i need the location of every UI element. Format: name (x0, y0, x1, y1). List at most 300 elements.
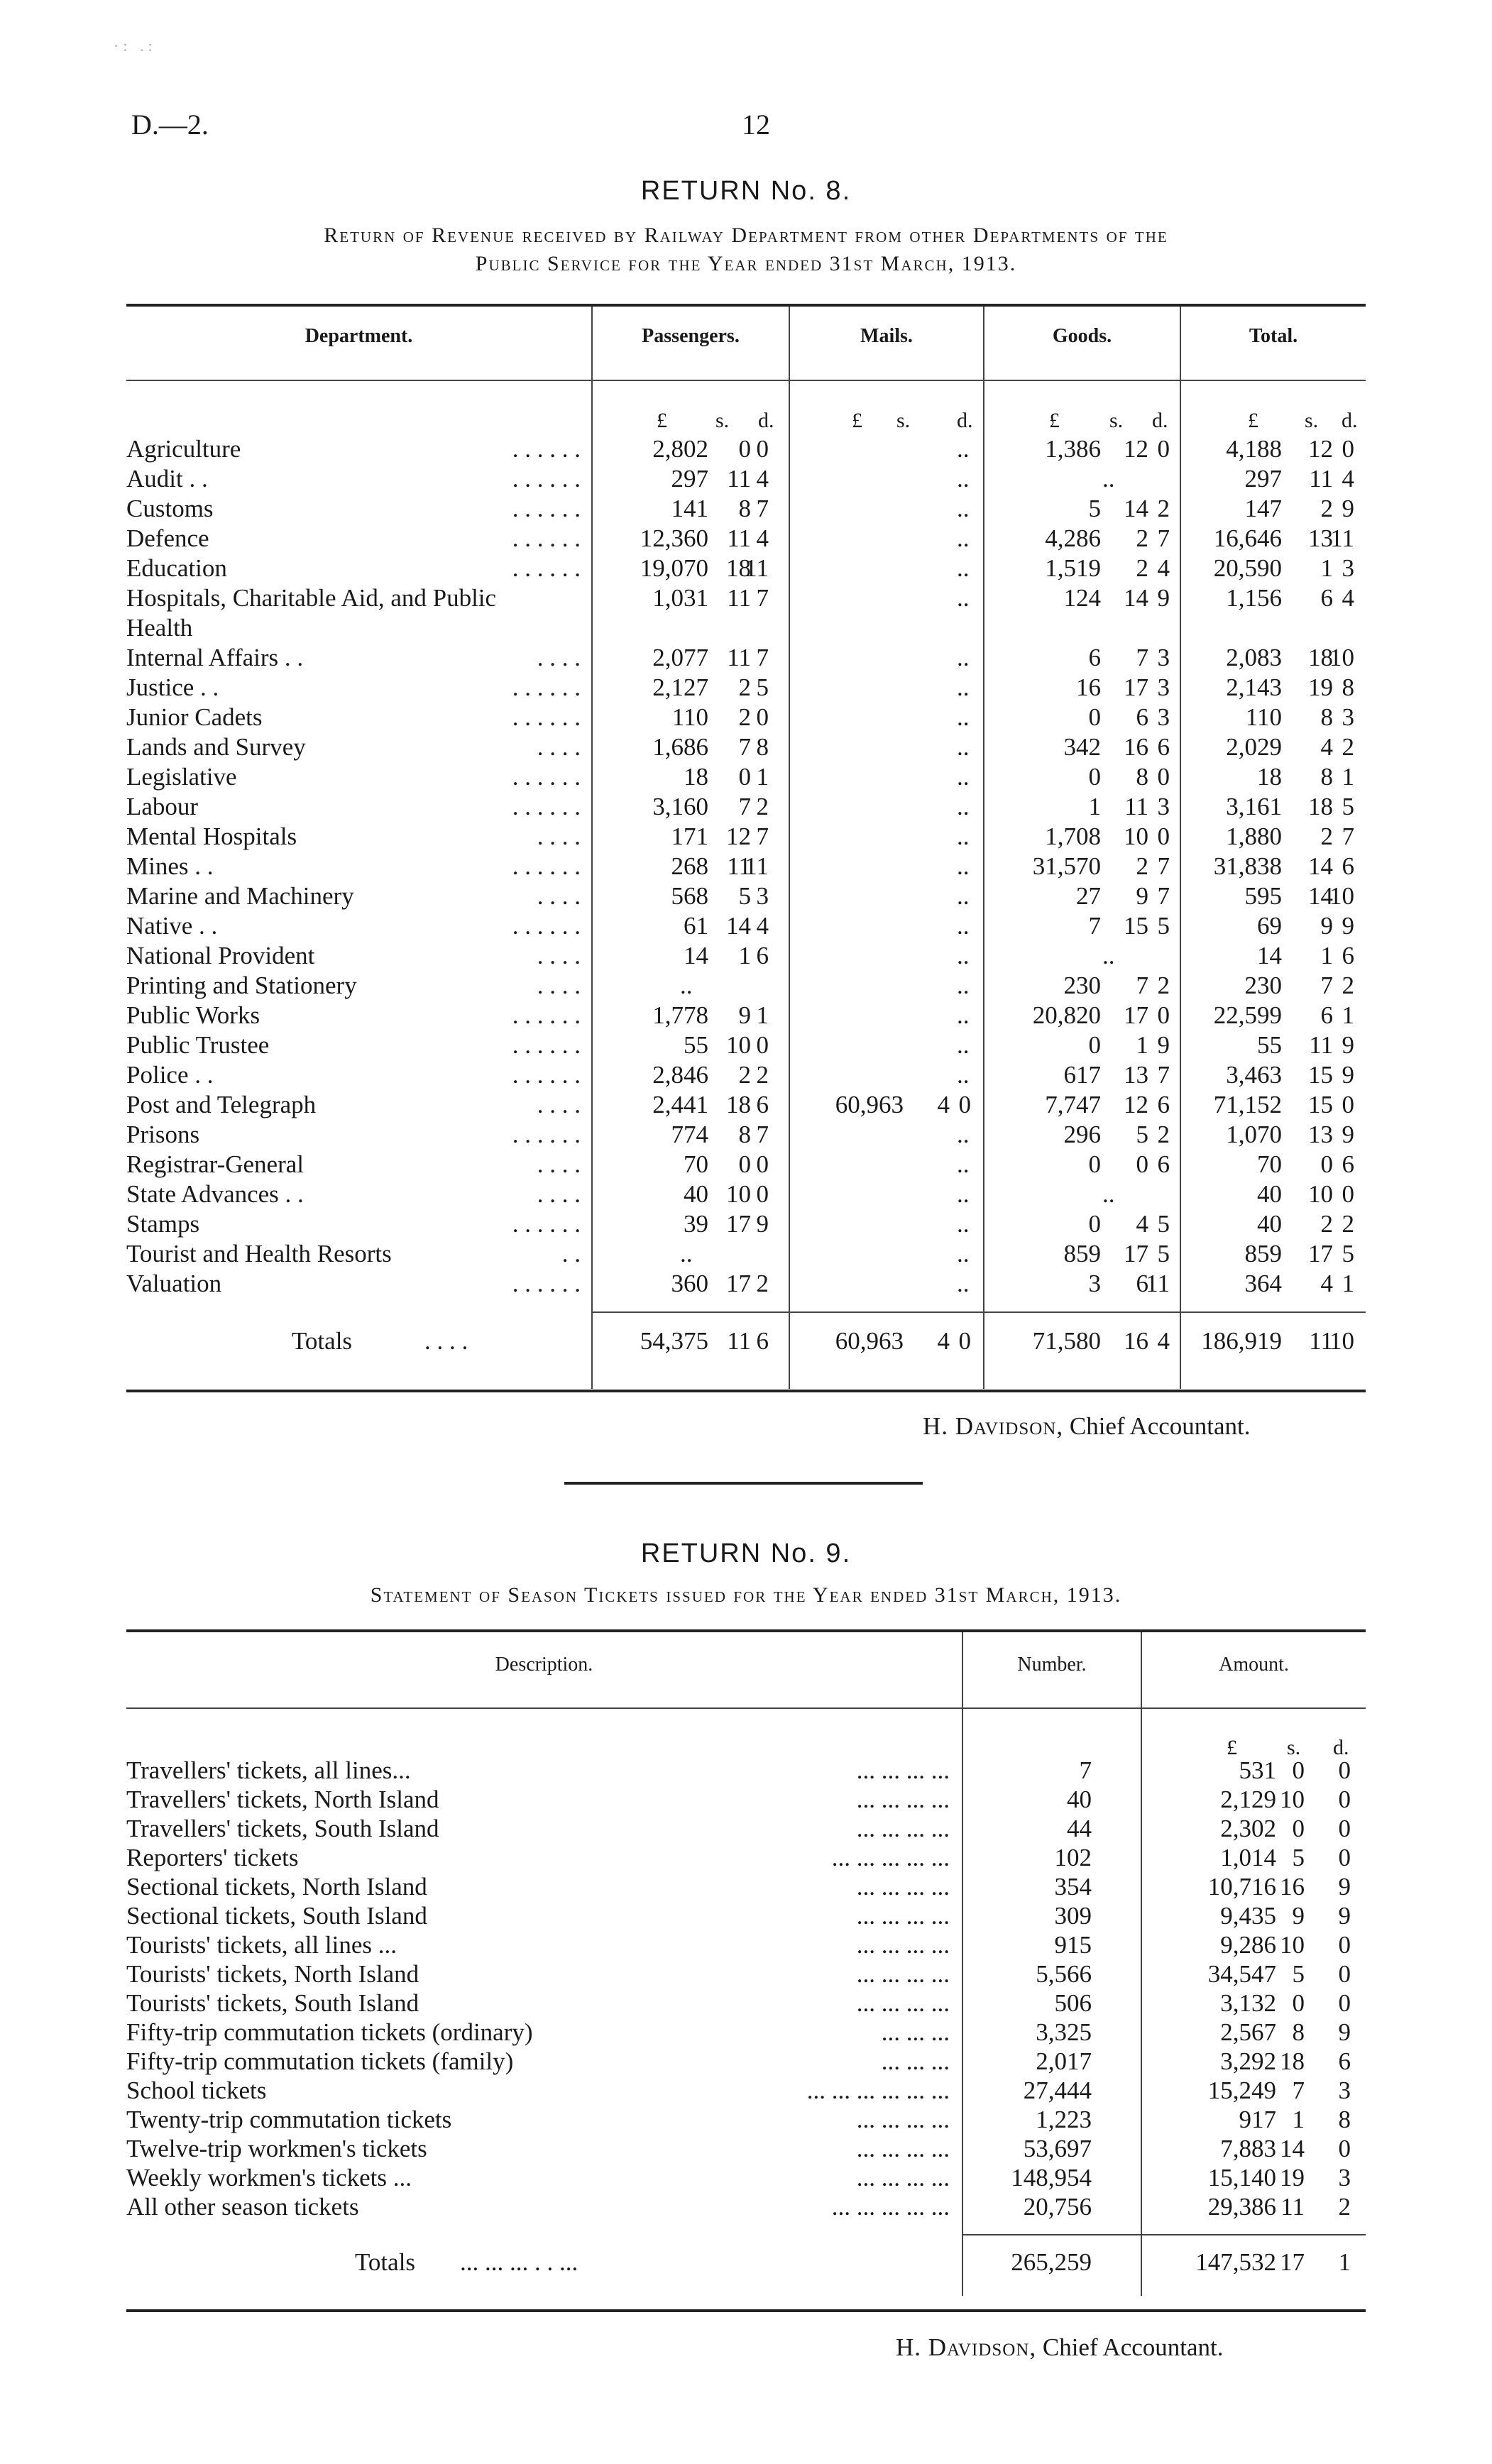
amount-pounds: 3,292 (1220, 2047, 1276, 2075)
goods-pence: 9 (1157, 584, 1170, 612)
passengers-pence: 4 (756, 465, 769, 493)
passengers-pounds: 2,846 (652, 1061, 708, 1089)
ticket-number: 309 (1054, 1902, 1092, 1930)
total-pounds: 40 (1257, 1180, 1282, 1208)
mails-empty: .. (957, 1240, 970, 1267)
goods-shillings: 14 (1124, 495, 1148, 522)
total-pounds: 230 (1244, 972, 1282, 999)
passengers-shillings: 10 (726, 1031, 751, 1059)
table-row (126, 881, 1366, 911)
passengers-pounds: 774 (671, 1121, 708, 1148)
total-passengers-shillings: 11 (727, 1327, 751, 1355)
table-row (126, 822, 1366, 852)
passengers-pounds: 3,160 (652, 793, 708, 820)
col-header-mails: Mails. (860, 325, 913, 347)
total-total-pence: 10 (1329, 1327, 1354, 1355)
amount-pence: 0 (1338, 1786, 1351, 1813)
total-pounds: 71,152 (1213, 1091, 1282, 1118)
return8-unit-row (126, 406, 1366, 436)
amount-pence: 9 (1338, 1873, 1351, 1901)
ticket-description: School tickets (126, 2077, 267, 2104)
goods-shillings: 9 (1136, 882, 1148, 910)
total-shillings: 14 (1308, 882, 1333, 910)
amount-pence: 8 (1338, 2106, 1351, 2133)
table-row (126, 1930, 1366, 1959)
total-pounds: 2,143 (1226, 673, 1282, 701)
passengers-shillings: 8 (738, 495, 751, 522)
mails-empty: .. (957, 1210, 970, 1238)
goods-shillings: 5 (1136, 1121, 1148, 1148)
table-row (126, 1030, 1366, 1060)
ticket-description: Tourists' tickets, North Island (126, 1960, 419, 1988)
mails-empty: .. (957, 763, 970, 791)
totals-dots: . . . . (424, 1327, 468, 1355)
goods-shillings: 15 (1124, 912, 1148, 940)
goods-pence: 3 (1157, 644, 1170, 671)
total-shillings: 15 (1308, 1061, 1333, 1089)
total-total-pounds: 186,919 (1201, 1327, 1282, 1355)
department-name: State Advances . . (126, 1180, 304, 1208)
goods-pence: 6 (1157, 733, 1170, 761)
total-mails-pounds: 60,963 (835, 1327, 904, 1355)
table-row (126, 852, 1366, 881)
passengers-shillings: 18 (726, 554, 751, 582)
signature-name: H. Davidson, (923, 1412, 1064, 1440)
goods-pence: 9 (1157, 1031, 1170, 1059)
leader-dots: ... ... ... ... ... ... (806, 2077, 950, 2104)
department-name: Public Trustee (126, 1031, 270, 1059)
total-pounds: 2,083 (1226, 644, 1282, 671)
goods-pounds: 0 (1088, 703, 1101, 731)
passengers-pounds: 268 (671, 852, 708, 880)
department-name: Printing and Stationery (126, 972, 357, 999)
mails-empty: .. (957, 942, 970, 969)
goods-pounds: 230 (1063, 972, 1101, 999)
total-number: 265,259 (1011, 2248, 1092, 2276)
totals-label: Totals (292, 1327, 353, 1355)
leader-dots: . . . . (537, 882, 581, 910)
total-pence: 9 (1342, 912, 1354, 940)
goods-pence: 2 (1157, 972, 1170, 999)
passengers-shillings: 11 (727, 524, 751, 552)
passengers-shillings: 11 (727, 852, 751, 880)
leader-dots: . . . . (537, 644, 581, 671)
department-name: Education (126, 554, 227, 582)
leader-dots: ... ... ... ... (856, 1902, 950, 1930)
unit-shilling: s. (715, 409, 730, 432)
table-row (126, 524, 1366, 554)
passengers-pounds: 19,070 (640, 554, 708, 582)
total-pence: 7 (1342, 823, 1354, 850)
leader-dots: . . . . . . (512, 763, 581, 791)
amount-pounds: 2,302 (1220, 1815, 1276, 1842)
passengers-pence: 6 (756, 1091, 769, 1118)
table-row (126, 2163, 1366, 2192)
table-row (126, 2076, 1366, 2105)
amount-pence: 3 (1338, 2164, 1351, 2191)
goods-pounds: 31,570 (1032, 852, 1101, 880)
return9-title: RETURN No. 9. (640, 1539, 852, 1568)
goods-shillings: 2 (1136, 524, 1148, 552)
goods-pounds: 27 (1076, 882, 1101, 910)
passengers-pounds: 14 (684, 942, 708, 969)
col-header-passengers: Passengers. (642, 325, 740, 347)
return9-totals-row (126, 2248, 1366, 2278)
total-goods-pounds: 71,580 (1032, 1327, 1101, 1355)
amount-pence: 0 (1338, 1844, 1351, 1871)
goods-pounds: 0 (1088, 1150, 1101, 1178)
total-pence: 2 (1342, 972, 1354, 999)
leader-dots: ... ... ... ... (856, 1786, 950, 1813)
total-shillings: 13 (1308, 524, 1333, 552)
total-pounds: 595 (1244, 882, 1282, 910)
leader-dots: . . . . (537, 942, 581, 969)
table-row (126, 1179, 1366, 1209)
amount-pence: 0 (1338, 1960, 1351, 1988)
goods-pounds: 0 (1088, 763, 1101, 791)
goods-pounds: 1 (1088, 793, 1101, 820)
department-name: Junior Cadets (126, 703, 263, 731)
goods-shillings: 2 (1136, 852, 1148, 880)
passengers-pence: 5 (756, 673, 769, 701)
table-row (126, 971, 1366, 1001)
amount-shillings: 5 (1292, 1960, 1305, 1988)
passengers-shillings: 7 (738, 793, 751, 820)
passengers-pounds: 360 (671, 1270, 708, 1297)
table-row (126, 703, 1366, 732)
passengers-shillings: 11 (727, 644, 751, 671)
ticket-description: Travellers' tickets, all lines... (126, 1756, 411, 1784)
passengers-pounds: 568 (671, 882, 708, 910)
table-row (126, 643, 1366, 673)
mails-empty: .. (957, 465, 970, 493)
mails-empty: .. (957, 495, 970, 522)
passengers-pounds: 18 (684, 763, 708, 791)
amount-pence: 2 (1338, 2193, 1351, 2221)
goods-pence: 7 (1157, 852, 1170, 880)
leader-dots: ... ... ... ... (856, 1756, 950, 1784)
signature-name: H. Davidson, (896, 2333, 1037, 2361)
total-pence: 4 (1342, 584, 1354, 612)
total-pence: 9 (1342, 1031, 1354, 1059)
goods-pence: 0 (1157, 763, 1170, 791)
col-header-goods: Goods. (1052, 325, 1112, 347)
amount-pence: 0 (1338, 1989, 1351, 2017)
total-shillings: 2 (1320, 495, 1333, 522)
amount-pounds: 2,129 (1220, 1786, 1276, 1813)
table-row (126, 2134, 1366, 2163)
passengers-pounds: 297 (671, 465, 708, 493)
department-name: Post and Telegraph (126, 1091, 317, 1118)
goods-pence: 6 (1157, 1091, 1170, 1118)
ticket-description: Sectional tickets, South Island (126, 1902, 427, 1930)
amount-pence: 0 (1338, 1756, 1351, 1784)
total-shillings: 11 (1309, 1031, 1333, 1059)
total-passengers-pounds: 54,375 (640, 1327, 708, 1355)
goods-pounds: 617 (1063, 1061, 1101, 1089)
goods-pounds: 124 (1063, 584, 1101, 612)
total-pence: 9 (1342, 495, 1354, 522)
leader-dots: . . . . . . (512, 495, 581, 522)
goods-pounds: 296 (1063, 1121, 1101, 1148)
table-row (126, 434, 1366, 464)
goods-pence: 0 (1157, 1001, 1170, 1029)
department-name: Audit . . (126, 465, 208, 493)
table-row (126, 1239, 1366, 1269)
goods-shillings: 17 (1124, 673, 1148, 701)
passengers-shillings: 2 (738, 703, 751, 731)
amount-pounds: 15,140 (1207, 2164, 1276, 2191)
leader-dots: . . . . . . (512, 465, 581, 493)
goods-pounds: 0 (1088, 1210, 1101, 1238)
amount-shillings: 16 (1280, 1873, 1305, 1901)
leader-dots: . . (561, 1240, 581, 1267)
amount-shillings: 8 (1292, 2018, 1305, 2046)
total-pounds: 297 (1244, 465, 1282, 493)
amount-pence: 3 (1338, 2077, 1351, 2104)
goods-pence: 11 (1146, 1270, 1170, 1297)
amount-pounds: 2,567 (1220, 2018, 1276, 2046)
goods-pounds: 7,747 (1045, 1091, 1101, 1118)
ticket-number: 915 (1054, 1931, 1092, 1959)
leader-dots: ... ... ... ... (856, 2135, 950, 2162)
passengers-pounds: 2,077 (652, 644, 708, 671)
total-shillings: 4 (1320, 733, 1333, 761)
passengers-pounds: 70 (684, 1150, 708, 1178)
department-name: Tourist and Health Resorts (126, 1240, 392, 1267)
leader-dots: . . . . . . (512, 554, 581, 582)
table-row (126, 792, 1366, 822)
return8-subtitle-line2: Public Service for the Year ended 31st March, 1913. (475, 252, 1017, 275)
leader-dots: . . . . . . (512, 912, 581, 940)
leader-dots: . . . . . . (512, 1061, 581, 1089)
total-pounds: 2,029 (1226, 733, 1282, 761)
unit-pound: £ (1248, 409, 1258, 432)
return8-totals-rule (591, 1311, 1366, 1313)
total-shillings: 8 (1320, 703, 1333, 731)
total-shillings: 0 (1320, 1150, 1333, 1178)
passengers-pounds: 40 (684, 1180, 708, 1208)
leader-dots: ... ... ... ... (856, 1989, 950, 2017)
total-pounds: 31,838 (1213, 852, 1282, 880)
department-name: Marine and Machinery (126, 882, 354, 910)
goods-shillings: 10 (1124, 823, 1148, 850)
table-row (126, 1120, 1366, 1150)
goods-pence: 2 (1157, 1121, 1170, 1148)
total-pounds: 22,599 (1213, 1001, 1282, 1029)
goods-pounds: 5 (1088, 495, 1101, 522)
goods-pence: 7 (1157, 524, 1170, 552)
total-pounds: 40 (1257, 1210, 1282, 1238)
table-row (126, 1756, 1366, 1785)
total-shillings: 6 (1320, 584, 1333, 612)
total-shillings: 18 (1308, 793, 1333, 820)
goods-pounds: 1,386 (1045, 435, 1101, 463)
passengers-pence: 2 (756, 1270, 769, 1297)
leader-dots: . . . . . . (512, 703, 581, 731)
mails-empty: .. (957, 703, 970, 731)
amount-shillings: 5 (1292, 1844, 1305, 1871)
passengers-shillings: 17 (726, 1210, 751, 1238)
amount-pounds: 3,132 (1220, 1989, 1276, 2017)
amount-pounds: 15,249 (1207, 2077, 1276, 2104)
mails-empty: .. (957, 673, 970, 701)
total-shillings: 10 (1308, 1180, 1333, 1208)
amount-shillings: 9 (1292, 1902, 1305, 1930)
total-amount-pence: 1 (1338, 2248, 1351, 2276)
leader-dots: ... ... ... ... (856, 2106, 950, 2133)
passengers-shillings: 17 (726, 1270, 751, 1297)
page-reference: D.—2. (131, 109, 209, 141)
goods-empty: .. (1102, 465, 1115, 493)
passengers-pounds: 39 (684, 1210, 708, 1238)
passengers-shillings: 11 (727, 465, 751, 493)
goods-empty: .. (1102, 942, 1115, 969)
goods-pence: 5 (1157, 912, 1170, 940)
amount-shillings: 10 (1280, 1786, 1305, 1813)
leader-dots: . . . . . . (512, 1121, 581, 1148)
unit-shilling: s. (1287, 1736, 1301, 1759)
department-name: Agriculture (126, 435, 241, 463)
leader-dots: . . . . . . (512, 1001, 581, 1029)
amount-pence: 0 (1338, 2135, 1351, 2162)
amount-pence: 9 (1338, 1902, 1351, 1930)
total-pence: 10 (1329, 882, 1354, 910)
ticket-number: 40 (1067, 1786, 1092, 1813)
unit-shilling: s. (1305, 409, 1319, 432)
mails-shillings: 4 (937, 1091, 950, 1118)
mails-empty: .. (957, 852, 970, 880)
total-shillings: 2 (1320, 1210, 1333, 1238)
total-pounds: 859 (1244, 1240, 1282, 1267)
amount-pounds: 9,435 (1220, 1902, 1276, 1930)
passengers-pence: 2 (756, 1061, 769, 1089)
goods-pounds: 20,820 (1032, 1001, 1101, 1029)
passengers-pounds: 110 (671, 703, 708, 731)
goods-pence: 2 (1157, 495, 1170, 522)
passengers-shillings: 0 (738, 763, 751, 791)
ticket-description: Travellers' tickets, North Island (126, 1786, 439, 1813)
total-pence: 6 (1342, 942, 1354, 969)
passengers-pence: 7 (756, 644, 769, 671)
goods-shillings: 16 (1124, 733, 1148, 761)
total-pence: 2 (1342, 1210, 1354, 1238)
ticket-description: Tourists' tickets, all lines ... (126, 1931, 397, 1959)
total-shillings: 11 (1309, 465, 1333, 493)
totals-dots: ... ... ... . . ... (460, 2248, 578, 2276)
leader-dots: . . . . . . (512, 852, 581, 880)
amount-shillings: 14 (1280, 2135, 1305, 2162)
department-name-cont: Health (126, 614, 193, 642)
amount-pounds: 9,286 (1220, 1931, 1276, 1959)
department-name: Labour (126, 793, 199, 820)
total-shillings: 2 (1320, 823, 1333, 850)
leader-dots: . . . . . . (512, 1270, 581, 1297)
amount-pounds: 531 (1239, 1756, 1276, 1784)
amount-shillings: 1 (1292, 2106, 1305, 2133)
passengers-pence: 0 (756, 1031, 769, 1059)
unit-pence: d. (1333, 1736, 1349, 1759)
goods-pence: 3 (1157, 703, 1170, 731)
department-name: Public Works (126, 1001, 260, 1029)
ticket-description: Fifty-trip commutation tickets (family) (126, 2047, 514, 2075)
passengers-shillings: 1 (738, 942, 751, 969)
total-shillings: 13 (1308, 1121, 1333, 1148)
total-pounds: 147 (1244, 495, 1282, 522)
return8-title: RETURN No. 8. (640, 176, 852, 206)
department-name: Customs (126, 495, 214, 522)
unit-pound: £ (657, 409, 667, 432)
ticket-number: 5,566 (1036, 1960, 1092, 1988)
table-row (126, 1959, 1366, 1989)
total-mails-pence: 0 (958, 1327, 971, 1355)
goods-pounds: 16 (1076, 673, 1101, 701)
amount-shillings: 0 (1292, 1989, 1305, 2017)
signature-role: Chief Accountant. (1042, 2333, 1224, 2361)
passengers-pounds: 1,778 (652, 1001, 708, 1029)
total-pounds: 364 (1244, 1270, 1282, 1297)
table-row (126, 941, 1366, 971)
leader-dots: . . . . . . (512, 435, 581, 463)
table-row (126, 2192, 1366, 2221)
passengers-pence: 6 (756, 942, 769, 969)
mails-empty: .. (957, 1270, 970, 1297)
goods-pounds: 342 (1063, 733, 1101, 761)
goods-pounds: 1,519 (1045, 554, 1101, 582)
goods-shillings: 6 (1136, 1270, 1148, 1297)
leader-dots: ... ... ... ... (856, 1873, 950, 1901)
return9-bottom-rule (126, 2309, 1366, 2312)
department-name: Registrar-General (126, 1150, 305, 1178)
ticket-number: 27,444 (1023, 2077, 1092, 2104)
goods-shillings: 8 (1136, 763, 1148, 791)
total-shillings: 14 (1308, 852, 1333, 880)
total-pence: 5 (1342, 793, 1354, 820)
unit-pence: d. (758, 409, 774, 432)
goods-pence: 7 (1157, 882, 1170, 910)
passengers-shillings: 5 (738, 882, 751, 910)
ticket-description: Twenty-trip commutation tickets (126, 2106, 452, 2133)
table-row (126, 911, 1366, 941)
table-row (126, 1901, 1366, 1930)
section-separator (564, 1482, 923, 1485)
col-header-number: Number. (1017, 1654, 1087, 1676)
return9-signature (896, 2333, 1224, 2362)
passengers-pounds: 1,031 (652, 584, 708, 612)
table-row (126, 1989, 1366, 2018)
return8-bottom-rule (126, 1390, 1366, 1392)
goods-pence: 3 (1157, 793, 1170, 820)
passengers-pence: 0 (756, 703, 769, 731)
total-pence: 0 (1342, 1180, 1354, 1208)
department-name: Stamps (126, 1210, 200, 1238)
goods-pence: 4 (1157, 554, 1170, 582)
mails-pounds: 60,963 (835, 1091, 904, 1118)
ticket-description: Reporters' tickets (126, 1844, 299, 1871)
total-pounds: 70 (1257, 1150, 1282, 1178)
totals-label: Totals (355, 2248, 416, 2276)
table-row (126, 1269, 1366, 1299)
goods-pounds: 859 (1063, 1240, 1101, 1267)
amount-pounds: 7,883 (1220, 2135, 1276, 2162)
table-row (126, 1209, 1366, 1239)
table-row (126, 762, 1366, 792)
passengers-pounds: 61 (684, 912, 708, 940)
total-pence: 2 (1342, 733, 1354, 761)
leader-dots: . . . . (537, 733, 581, 761)
goods-shillings: 0 (1136, 1150, 1148, 1178)
passengers-pence: 3 (756, 882, 769, 910)
